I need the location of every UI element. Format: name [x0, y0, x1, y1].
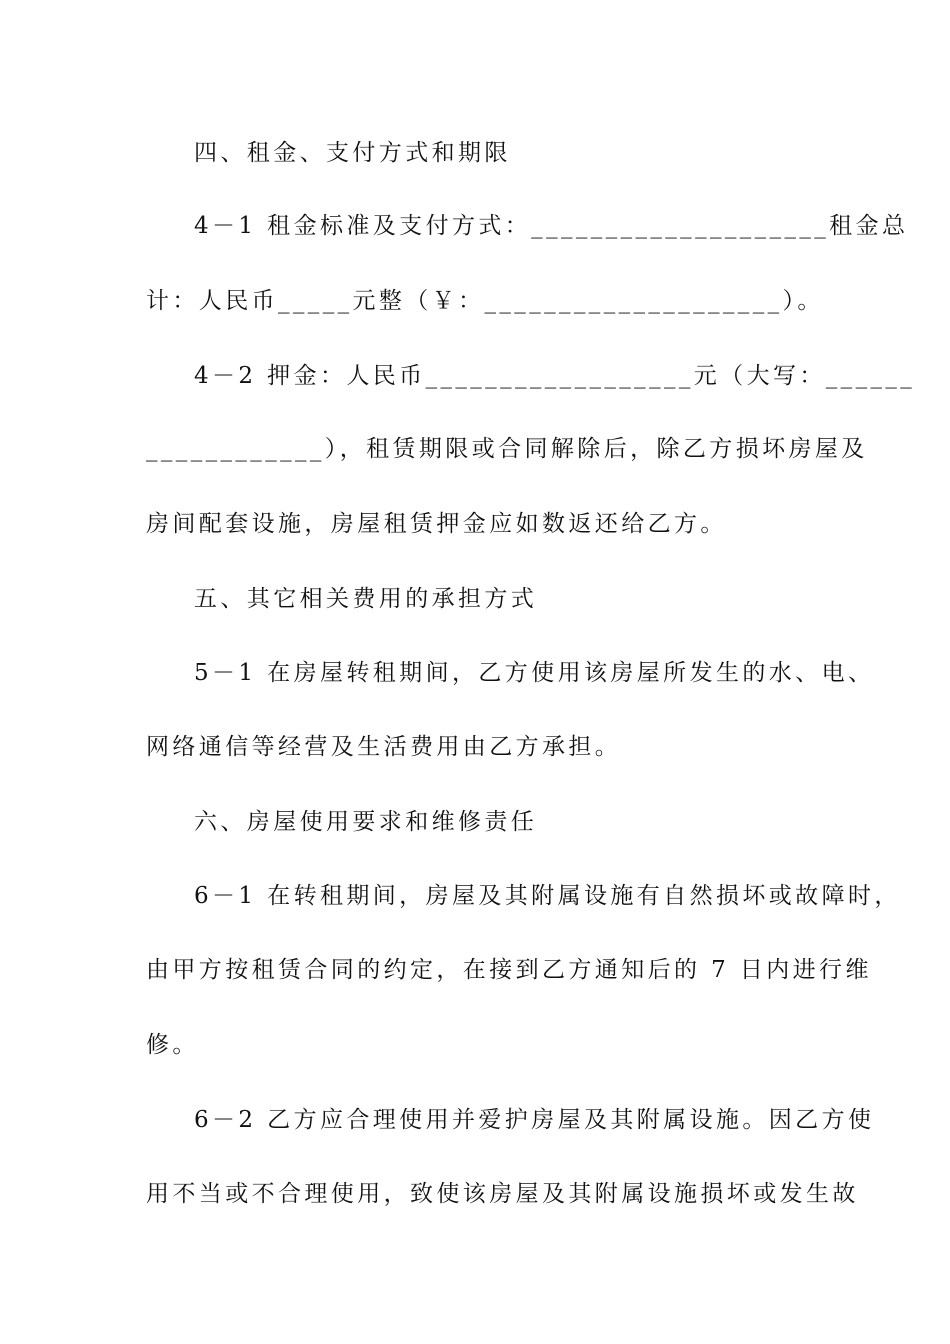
paragraph-line: 房间配套设施，房屋租赁押金应如数返还给乙方。: [146, 511, 727, 537]
paragraph-line: 用不当或不合理使用，致使该房屋及其附属设施损坏或发生故: [146, 1181, 859, 1207]
paragraph-line: ____________），租赁期限或合同解除后，除乙方损坏房屋及: [146, 436, 868, 462]
section-heading-other-fees: 五、其它相关费用的承担方式: [194, 586, 538, 612]
paragraph-line: 网络通信等经营及生活费用由乙方承担。: [146, 734, 622, 760]
paragraph-line: 计：人民币_____元整（￥：____________________）。: [146, 288, 824, 314]
paragraph-line: 修。: [146, 1032, 199, 1058]
section-heading-usage-repair: 六、房屋使用要求和维修责任: [194, 809, 538, 835]
paragraph-line: 4－2 押金：人民币__________________元（大写：______: [194, 363, 916, 389]
paragraph-line: 5－1 在房屋转租期间，乙方使用该房屋所发生的水、电、: [194, 660, 875, 686]
paragraph-line: 4－1 租金标准及支付方式：____________________租金总: [194, 213, 909, 239]
paragraph-line: 由甲方按租赁合同的约定，在接到乙方通知后的 7 日内进行维: [146, 957, 872, 983]
paragraph-line: 6－1 在转租期间，房屋及其附属设施有自然损坏或故障时，: [194, 883, 901, 909]
paragraph-line: 6－2 乙方应合理使用并爱护房屋及其附属设施。因乙方使: [194, 1107, 875, 1133]
section-heading-rent-payment: 四、租金、支付方式和期限: [194, 140, 511, 166]
